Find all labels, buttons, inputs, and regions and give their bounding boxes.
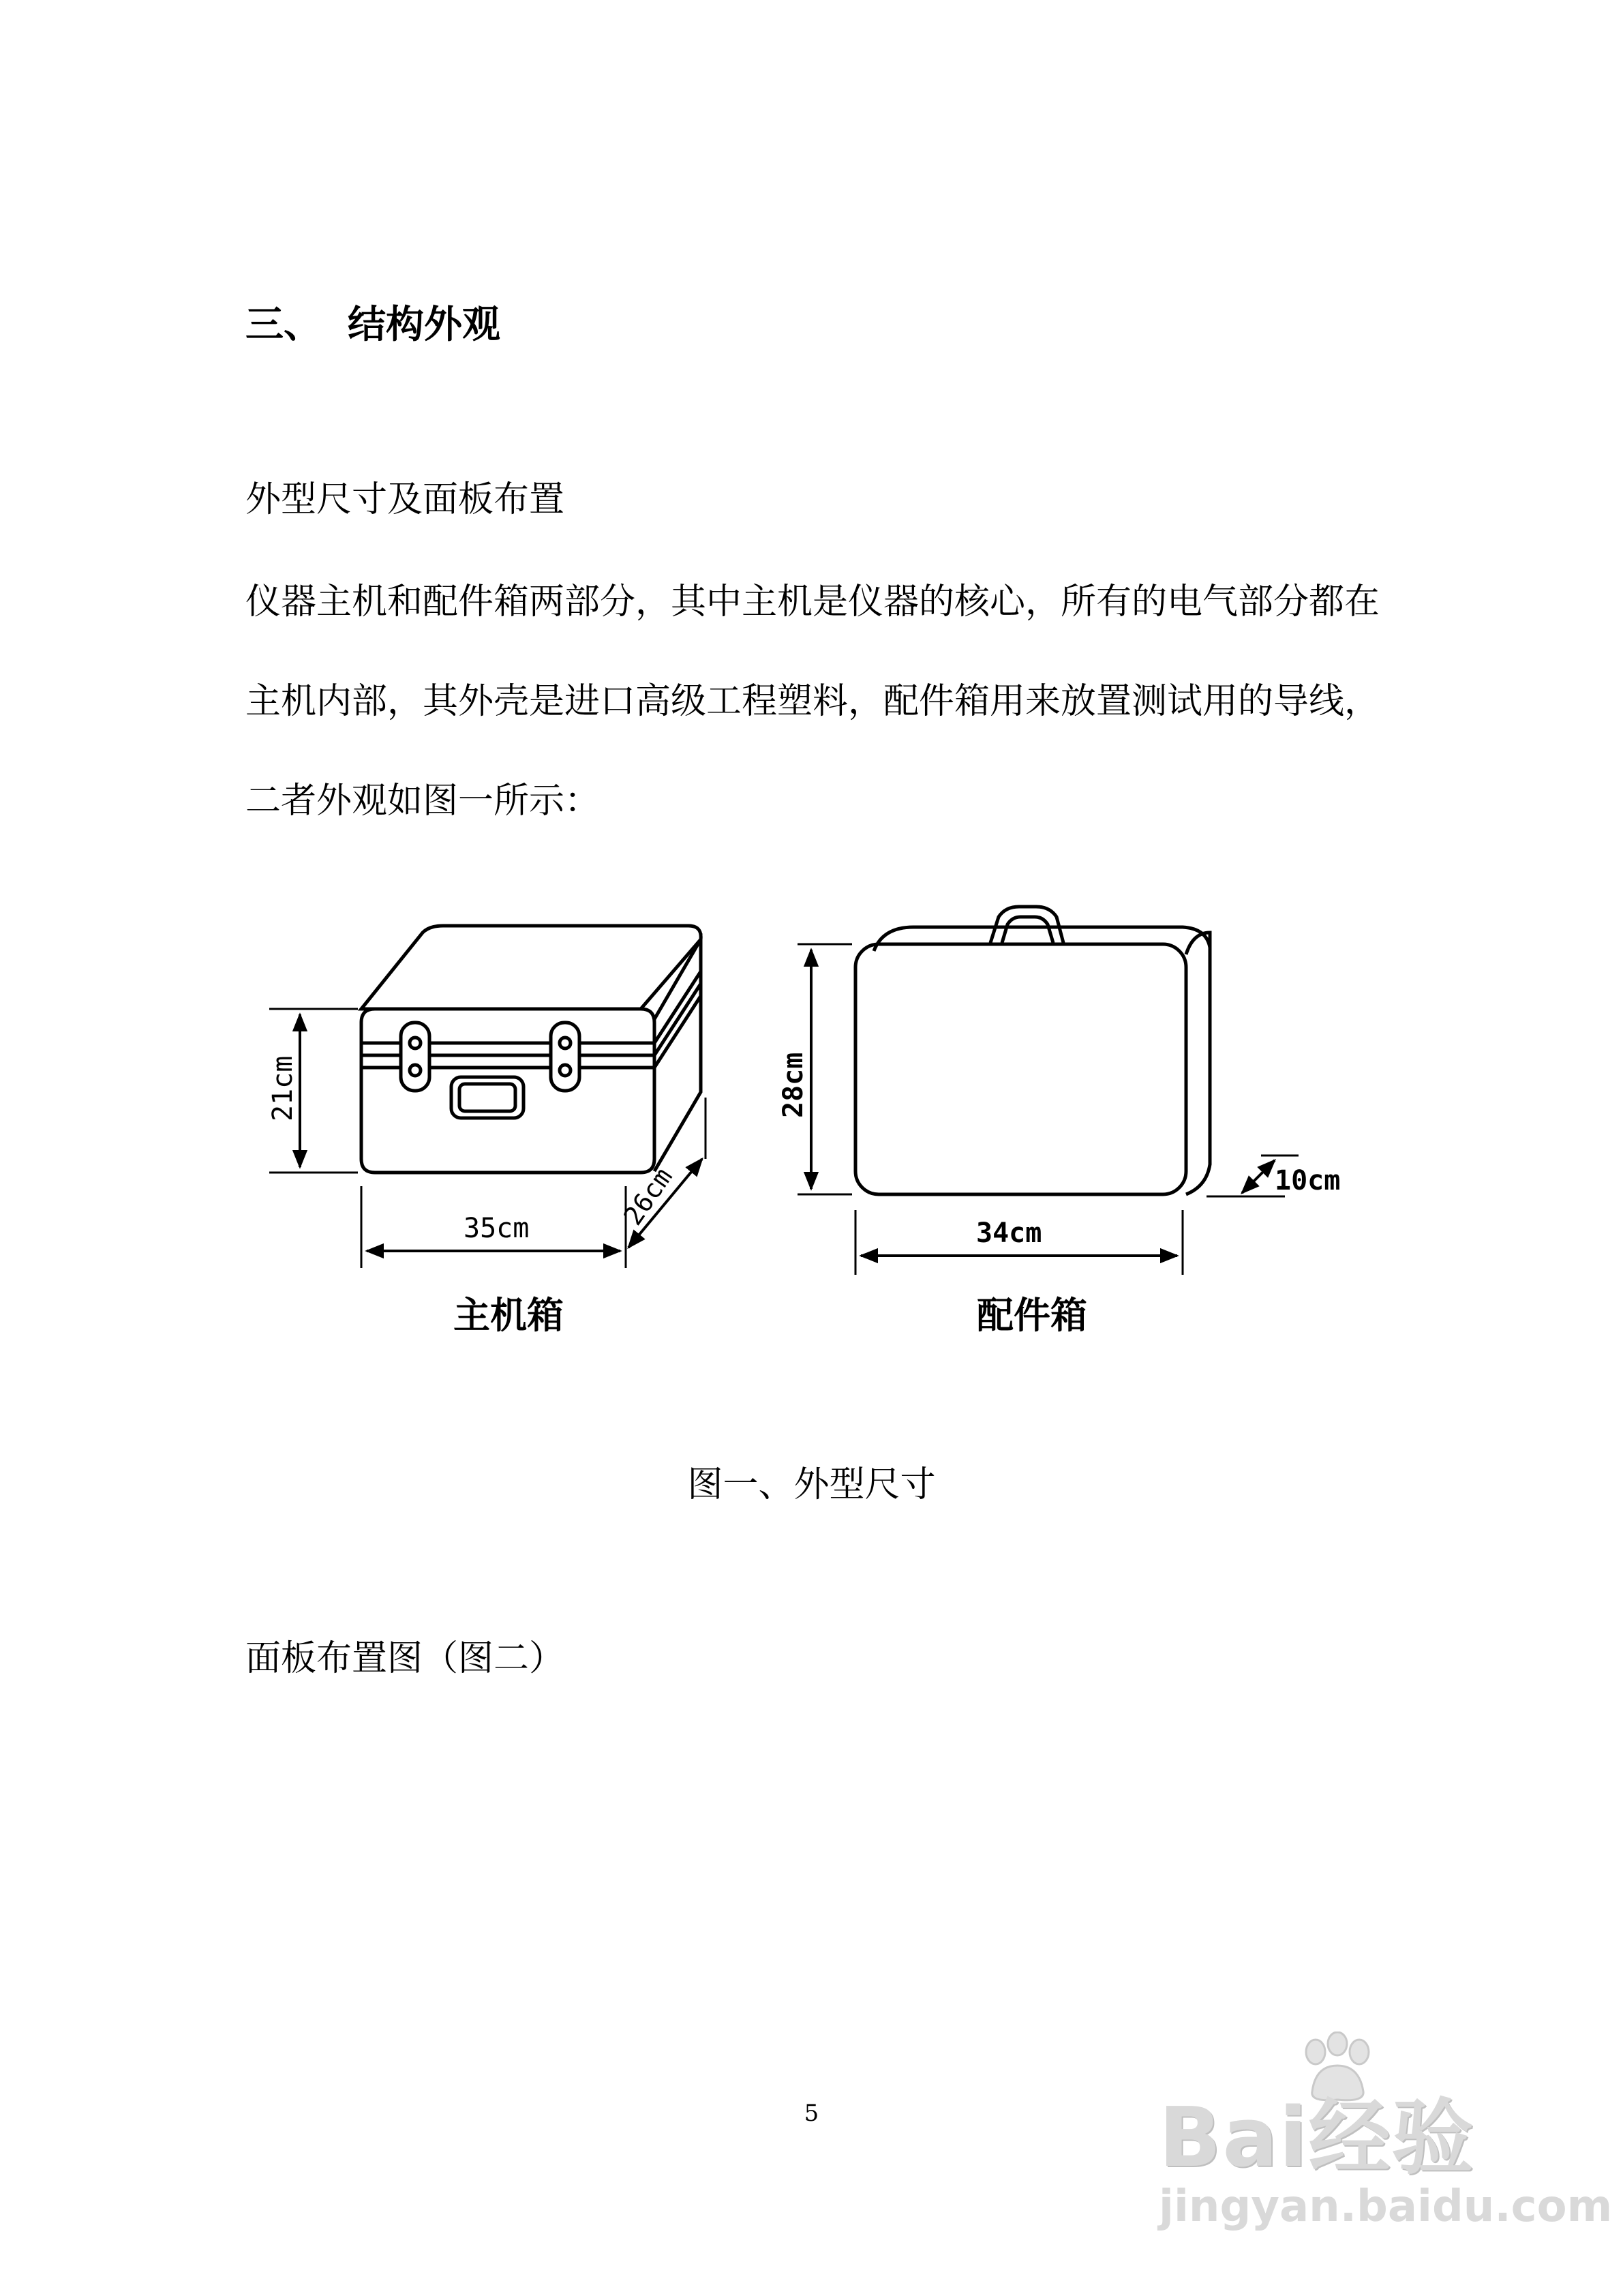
accessory-box-width-label: 34cm xyxy=(976,1218,1042,1249)
panel-layout-label: 面板布置图（图二） xyxy=(245,1638,565,1679)
accessory-box-depth-label: 10cm xyxy=(1275,1165,1341,1196)
section-title: 结构外观 xyxy=(348,303,500,347)
subsection-title: 外型尺寸及面板布置 xyxy=(245,479,565,520)
accessory-box-drawing xyxy=(798,907,1299,1275)
watermark-brand: Bai经验 xyxy=(1159,2091,1475,2186)
page-number: 5 xyxy=(804,2100,819,2127)
accessory-box-height-label: 28cm xyxy=(778,1052,809,1118)
watermark-url: jingyan.baidu.com xyxy=(1159,2181,1613,2232)
main-box-width-label: 35cm xyxy=(464,1213,530,1244)
main-box-name: 主机箱 xyxy=(453,1294,564,1337)
accessory-box-name: 配件箱 xyxy=(977,1294,1087,1337)
main-box-height-label: 21cm xyxy=(267,1055,299,1121)
main-box-depth-label: 26cm xyxy=(618,1162,678,1231)
figure-caption: 图一、外型尺寸 xyxy=(687,1464,936,1505)
section-number: 三、 xyxy=(245,303,322,347)
body-paragraph: 仪器主机和配件箱两部分，其中主机是仪器的核心，所有的电气部分都在主机内部，其外壳是进口高级工程塑料，配件箱用来放置测试用的导线，二者外观如图一所示： xyxy=(245,581,1380,821)
